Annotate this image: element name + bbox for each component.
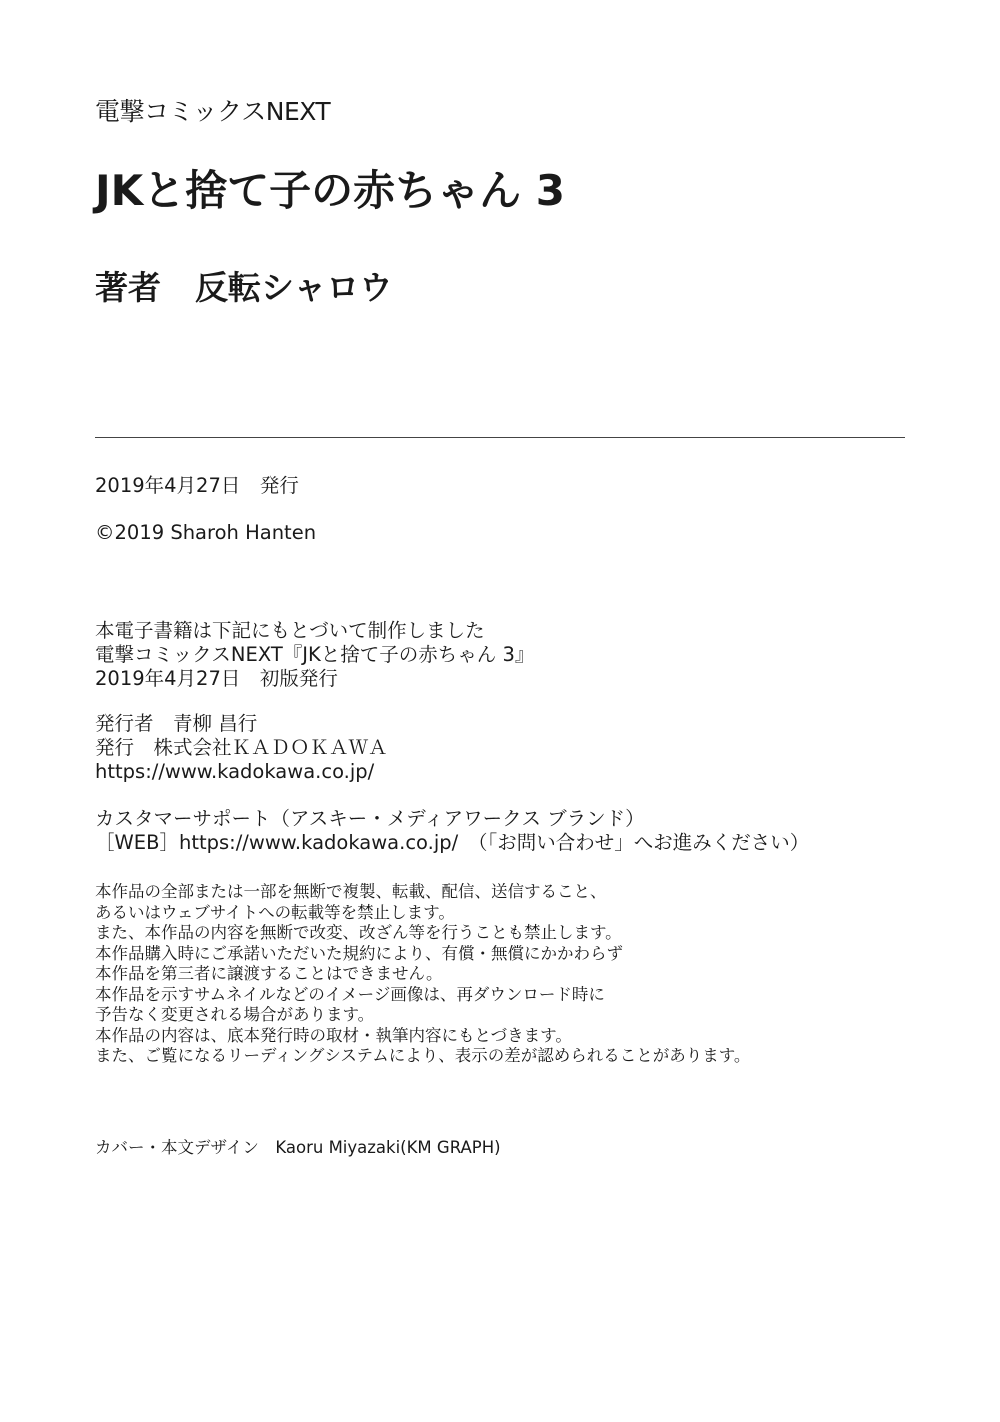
copyright-notice: ©2019 Sharoh Hanten — [95, 521, 317, 544]
series-name: 電撃コミックスNEXT — [95, 97, 331, 126]
book-title: JKと捨て子の赤ちゃん 3 — [95, 166, 566, 215]
notice-line: 本作品を第三者に譲渡することはできません。 — [95, 964, 443, 983]
source-line: 電撃コミックスNEXT『JKと捨て子の赤ちゃん 3』 — [95, 643, 535, 666]
notice-line: 本作品の内容は、底本発行時の取材・執筆内容にもとづきます。 — [95, 1025, 572, 1045]
publisher-url: https://www.kadokawa.co.jp/ — [95, 760, 375, 783]
divider — [95, 437, 905, 438]
publisher-info — [95, 712, 388, 784]
notice-line: あるいはウェブサイトへの転載等を禁止します。 — [95, 902, 455, 922]
source-line: 2019年4月27日 初版発行 — [95, 667, 338, 690]
legal-notices — [95, 882, 750, 1067]
design-credit: カバー・本文デザイン Kaoru Miyazaki(KM GRAPH) — [95, 1138, 501, 1157]
publication-date: 2019年4月27日 発行 — [95, 474, 299, 497]
support-line: カスタマーサポート（アスキー・メディアワークス ブランド） — [95, 807, 645, 830]
author-name: 反転シャロウ — [195, 268, 393, 307]
publisher-line: 発行者 青柳 昌行 — [95, 712, 258, 735]
customer-support — [95, 807, 809, 855]
notice-line: また、ご覧になるリーディングシステムにより、表示の差が認められることがあります。 — [95, 1046, 751, 1065]
source-info — [95, 619, 534, 691]
notice-line: 本作品を示すサムネイルなどのイメージ画像は、再ダウンロード時に — [95, 984, 605, 1004]
author-label: 著者 — [95, 268, 161, 307]
source-line: 本電子書籍は下記にもとづいて制作しました — [95, 619, 485, 642]
notice-line: また、本作品の内容を無断で改変、改ざん等を行うことも禁止します。 — [95, 923, 622, 942]
notice-line: 本作品購入時にご承諾いただいた規約により、有償・無償にかかわらず — [95, 943, 623, 963]
publisher-line: 発行 株式会社ＫＡＤＯＫＡＷＡ — [95, 736, 388, 759]
author-line — [95, 262, 392, 309]
notice-line: 予告なく変更される場合があります。 — [95, 1005, 375, 1024]
notice-line: 本作品の全部または一部を無断で複製、転載、配信、送信すること、 — [95, 882, 607, 901]
support-line: ［WEB］https://www.kadokawa.co.jp/ （「お問い合わせ」へお進みください） — [95, 831, 810, 854]
